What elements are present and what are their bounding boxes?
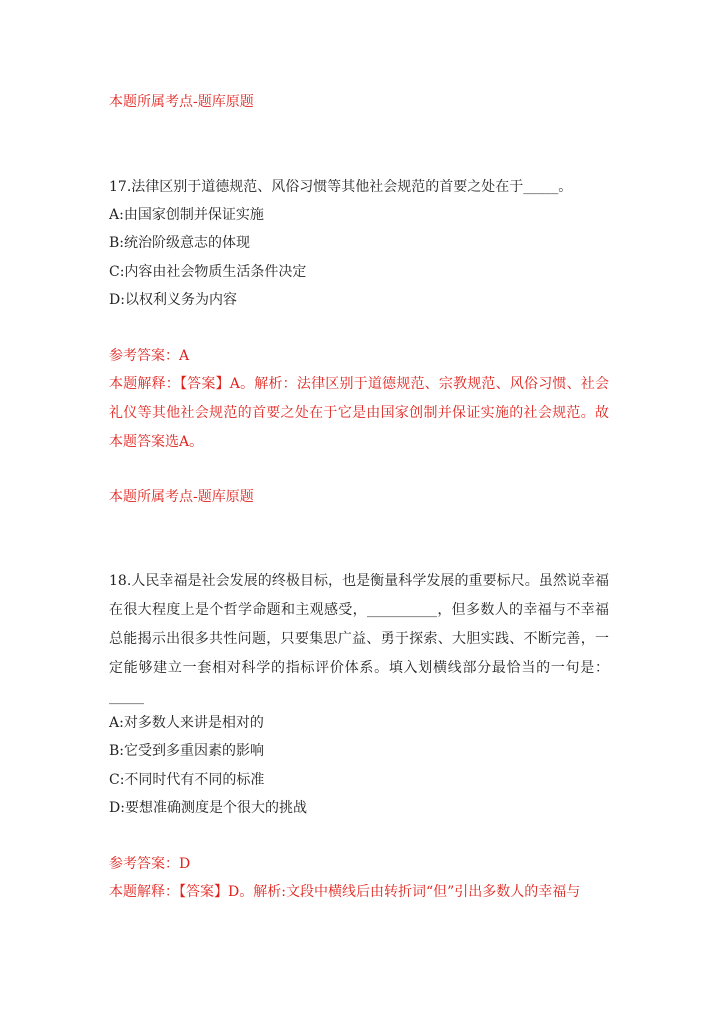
q17-option-c: C:内容由社会物质生活条件决定 — [109, 264, 307, 280]
q17-explanation: 本题解释：【答案】A。解析：法律区别于道德规范、宗教规范、风俗习惯、社会礼仪等其他社会规范的首要之处在于它是由国家创制并保证实施的社会规范。故本题答案选A。 — [109, 376, 609, 450]
q18-option-d: D:要想准确测度是个很大的挑战 — [109, 800, 307, 816]
q17-answer: 参考答案：A — [109, 348, 190, 364]
q17-option-d: D:以权利义务为内容 — [109, 292, 237, 308]
q17-option-b: B:统治阶级意志的体现 — [109, 235, 251, 251]
q18-explanation: 本题解释：【答案】D。解析:文段中横线后由转折词“但”引出多数人的幸福与 — [109, 884, 581, 900]
q17-option-a: A:由国家创制并保证实施 — [109, 207, 264, 223]
q17-question: 17.法律区别于道德规范、风俗习惯等其他社会规范的首要之处在于_____。 — [109, 179, 573, 195]
q18-option-a: A:对多数人来讲是相对的 — [109, 715, 264, 731]
q18-option-c: C:不同时代有不同的标准 — [109, 772, 265, 788]
q18-option-b: B:它受到多重因素的影响 — [109, 743, 265, 759]
q18-answer: 参考答案：D — [109, 856, 191, 872]
section-note-1: 本题所属考点-题库原题 — [109, 94, 254, 110]
section-note-2: 本题所属考点-题库原题 — [109, 489, 254, 505]
q18-question: 18.人民幸福是社会发展的终极目标，也是衡量科学发展的重要标尺。虽然说幸福在很大程度上是个哲学命题和主观感受，__________，但多数人的幸福与不幸福总能揭示出很多共性问题，只要集思广益、勇于探索、大胆实践、不断完善，一定能够建立一套相对科学的指标评价体系。填入划横线部分最恰当的一句是：_____ — [109, 573, 609, 705]
